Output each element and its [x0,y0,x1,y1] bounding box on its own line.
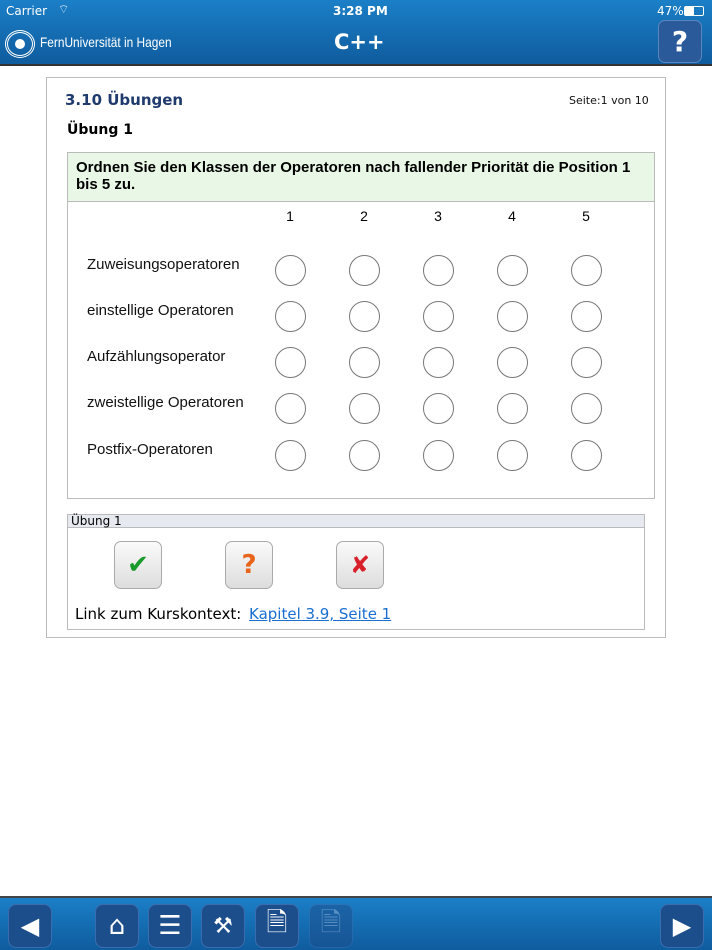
position-radio[interactable] [349,255,380,286]
forward-button[interactable] [660,904,704,948]
contents-button[interactable] [148,904,192,948]
section-title: 3.10 Übungen [65,91,184,109]
exercise-title: Übung 1 [67,122,133,138]
column-header: 2 [360,208,368,224]
home-icon: ⌂ [108,911,126,941]
position-radio[interactable] [571,440,602,471]
arrow-left-icon: ◀ [20,912,40,940]
position-radio[interactable] [349,301,380,332]
check-answer-button[interactable] [114,541,162,589]
position-radio[interactable] [497,393,528,424]
hint-button[interactable] [225,541,273,589]
position-radio[interactable] [423,393,454,424]
battery-percent: 47% [657,4,684,18]
position-radio[interactable] [423,347,454,378]
position-radio[interactable] [571,393,602,424]
question-text: Ordnen Sie den Klassen der Operatoren nach fallender Priorität die Position 1 bis 5 zu. [68,153,654,202]
logo-icon [5,30,35,58]
clock: 3:28 PM [333,4,388,18]
row-label: Postfix-Operatoren [87,441,213,458]
checkmark-document-icon: ✔ [127,550,149,580]
position-radio[interactable] [571,255,602,286]
position-radio[interactable] [423,440,454,471]
carrier: Carrier [6,4,48,18]
previous-page-button[interactable] [255,904,299,948]
tools-icon: ⚒ [213,913,233,939]
reset-button[interactable] [336,541,384,589]
position-radio[interactable] [571,301,602,332]
position-radio[interactable] [423,255,454,286]
position-radio[interactable] [275,440,306,471]
position-radio[interactable] [349,347,380,378]
page-info: Seite:1 von 10 [569,94,649,107]
column-header: 3 [434,208,442,224]
column-header: 4 [508,208,516,224]
position-radio[interactable] [571,347,602,378]
question-document-icon: ? [241,550,257,580]
position-radio[interactable] [349,393,380,424]
row-label: einstellige Operatoren [87,302,234,319]
back-button[interactable] [8,904,52,948]
row-label: Zuweisungsoperatoren [87,256,240,273]
position-radio[interactable] [497,347,528,378]
link-label: Link zum Kurskontext: [75,605,242,623]
help-button[interactable]: ? [658,20,702,63]
position-radio[interactable] [275,347,306,378]
position-radio[interactable] [349,440,380,471]
position-radio[interactable] [497,255,528,286]
row-label: Aufzählungsoperator [87,348,226,365]
row-label: zweistellige Operatoren [87,394,244,411]
position-radio[interactable] [497,440,528,471]
x-document-icon: ✘ [349,551,371,579]
app-title: C++ [334,30,385,54]
position-radio[interactable] [275,301,306,332]
arrow-right-icon: ▶ [672,912,692,940]
home-button[interactable] [95,904,139,948]
tools-button[interactable] [201,904,245,948]
position-radio[interactable] [275,255,306,286]
top-bar [0,0,712,66]
wifi-icon: ⌔ [58,2,70,16]
logo-text: FernUniversität in Hagen [40,34,172,50]
column-header: 1 [286,208,294,224]
document-next-icon: 🗎 [320,908,342,938]
exercise-box-header: Übung 1 [68,515,644,528]
battery-icon [684,6,704,16]
document-prev-icon: 🗎 [266,908,288,938]
position-radio[interactable] [423,301,454,332]
position-radio[interactable] [275,393,306,424]
next-page-button[interactable] [309,904,353,948]
list-icon: ☰ [158,911,182,941]
position-radio[interactable] [497,301,528,332]
bottom-toolbar [0,896,712,950]
course-context-link[interactable]: Kapitel 3.9, Seite 1 [249,605,392,623]
column-header: 5 [582,208,590,224]
